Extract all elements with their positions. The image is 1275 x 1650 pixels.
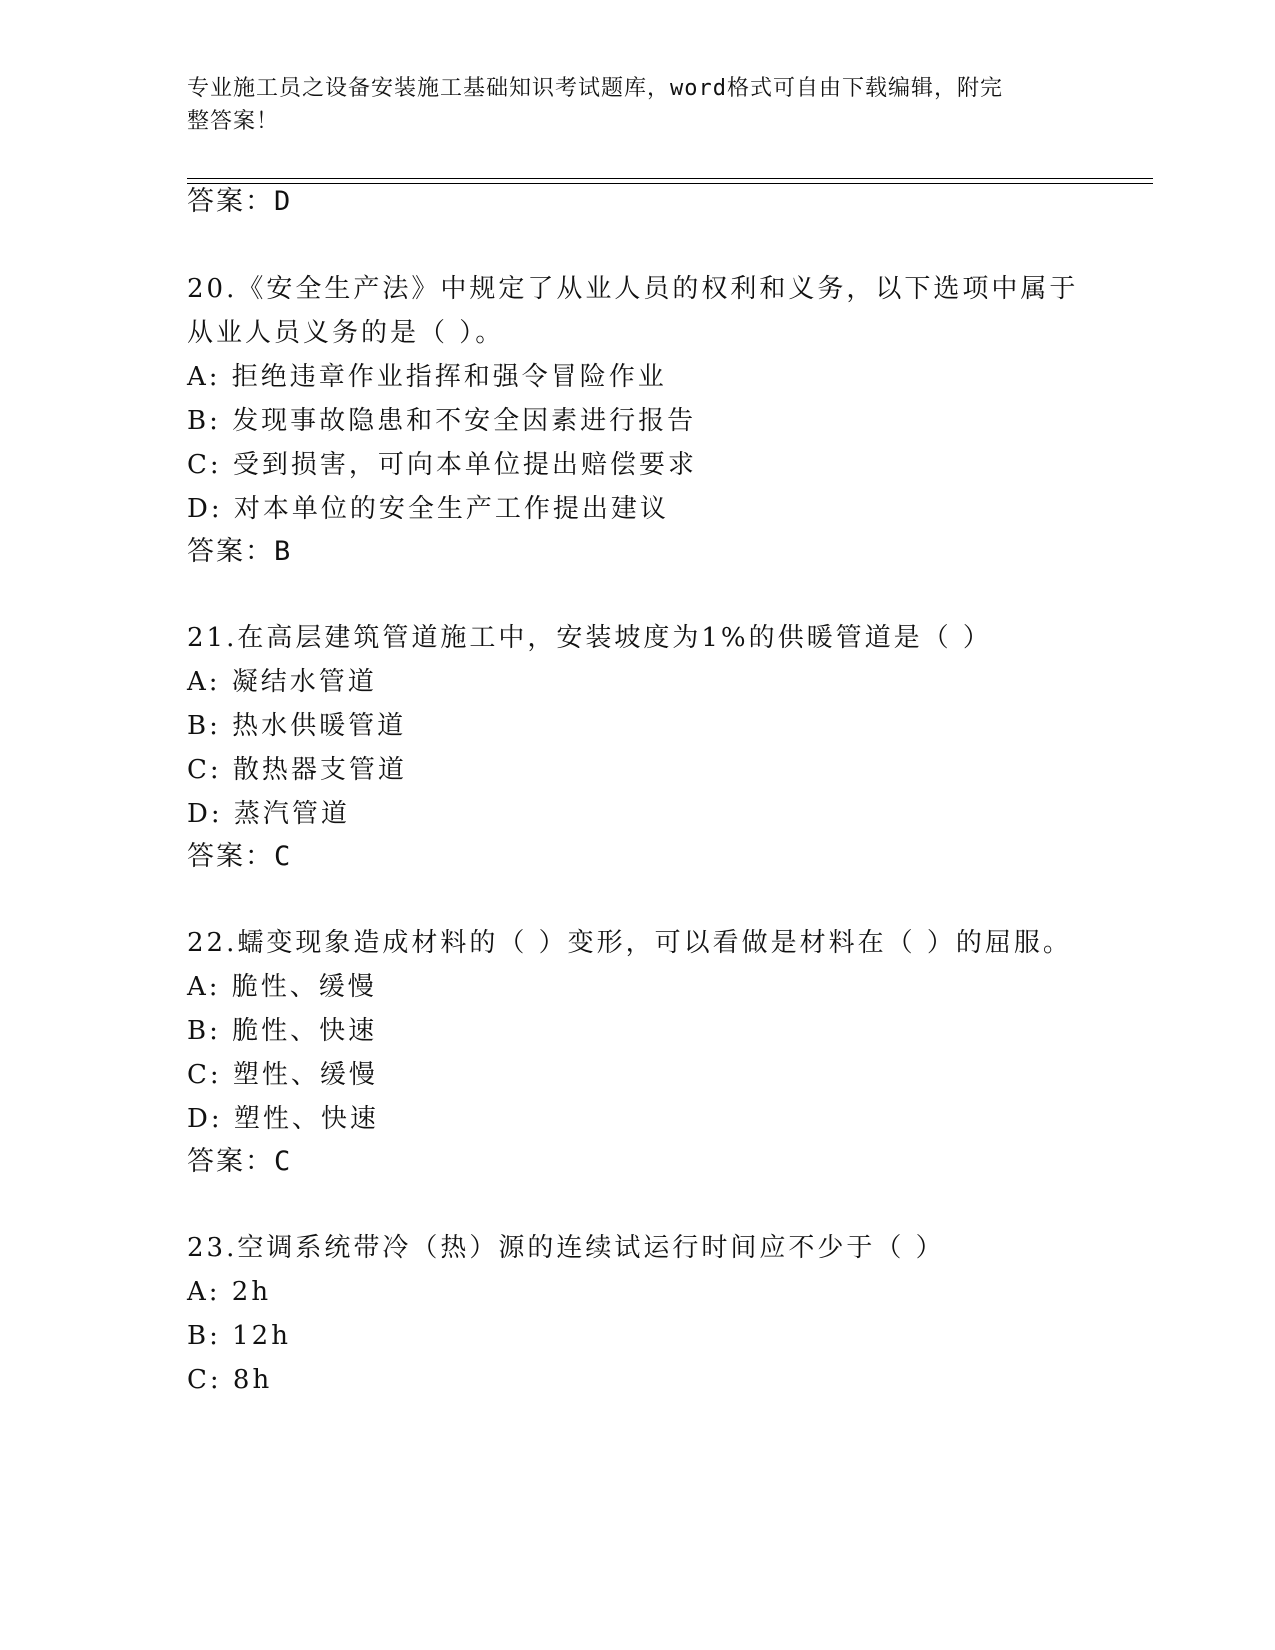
question-23-stem: 23.空调系统带冷（热）源的连续试运行时间应不少于（ ） — [187, 1233, 945, 1263]
answer-q19: 答案：D — [187, 186, 293, 217]
answer-q22: 答案：C — [187, 1146, 293, 1177]
question-23-option-a: A: 2h — [187, 1277, 272, 1307]
answer-q20: 答案：B — [187, 536, 293, 567]
question-23-option-b: B: 12h — [187, 1321, 291, 1351]
question-23-option-c: C: 8h — [187, 1365, 273, 1395]
question-20-option-c: C: 受到损害，可向本单位提出赔偿要求 — [187, 450, 697, 480]
header-line-1: 专业施工员之设备安装施工基础知识考试题库，word格式可自由下载编辑，附完 — [187, 76, 1003, 101]
header-line-2: 整答案！ — [187, 109, 280, 134]
question-20-option-b: B: 发现事故隐患和不安全因素进行报告 — [187, 406, 697, 436]
question-20-stem-line-2: 从业人员义务的是（ ）。 — [187, 318, 505, 348]
question-22-option-d: D: 塑性、快速 — [187, 1104, 379, 1134]
question-20-option-d: D: 对本单位的安全生产工作提出建议 — [187, 494, 669, 524]
question-20-option-a: A: 拒绝违章作业指挥和强令冒险作业 — [187, 362, 667, 392]
question-22-option-a: A: 脆性、缓慢 — [187, 972, 377, 1002]
question-21-option-a: A: 凝结水管道 — [187, 667, 377, 697]
question-22-stem: 22.蠕变现象造成材料的（ ）变形，可以看做是材料在（ ）的屈服。 — [187, 928, 1072, 958]
question-21-option-c: C: 散热器支管道 — [187, 755, 407, 785]
document-header — [187, 72, 1067, 138]
header-divider — [187, 178, 1153, 184]
question-22-option-c: C: 塑性、缓慢 — [187, 1060, 378, 1090]
question-21-option-b: B: 热水供暖管道 — [187, 711, 407, 741]
answer-q21: 答案：C — [187, 841, 293, 872]
question-21-option-d: D: 蒸汽管道 — [187, 799, 350, 829]
question-21-stem: 21.在高层建筑管道施工中，安装坡度为1%的供暖管道是（ ） — [187, 623, 992, 653]
question-22-option-b: B: 脆性、快速 — [187, 1016, 378, 1046]
question-20-stem-line-1: 20.《安全生产法》中规定了从业人员的权利和义务，以下选项中属于 — [187, 274, 1079, 304]
